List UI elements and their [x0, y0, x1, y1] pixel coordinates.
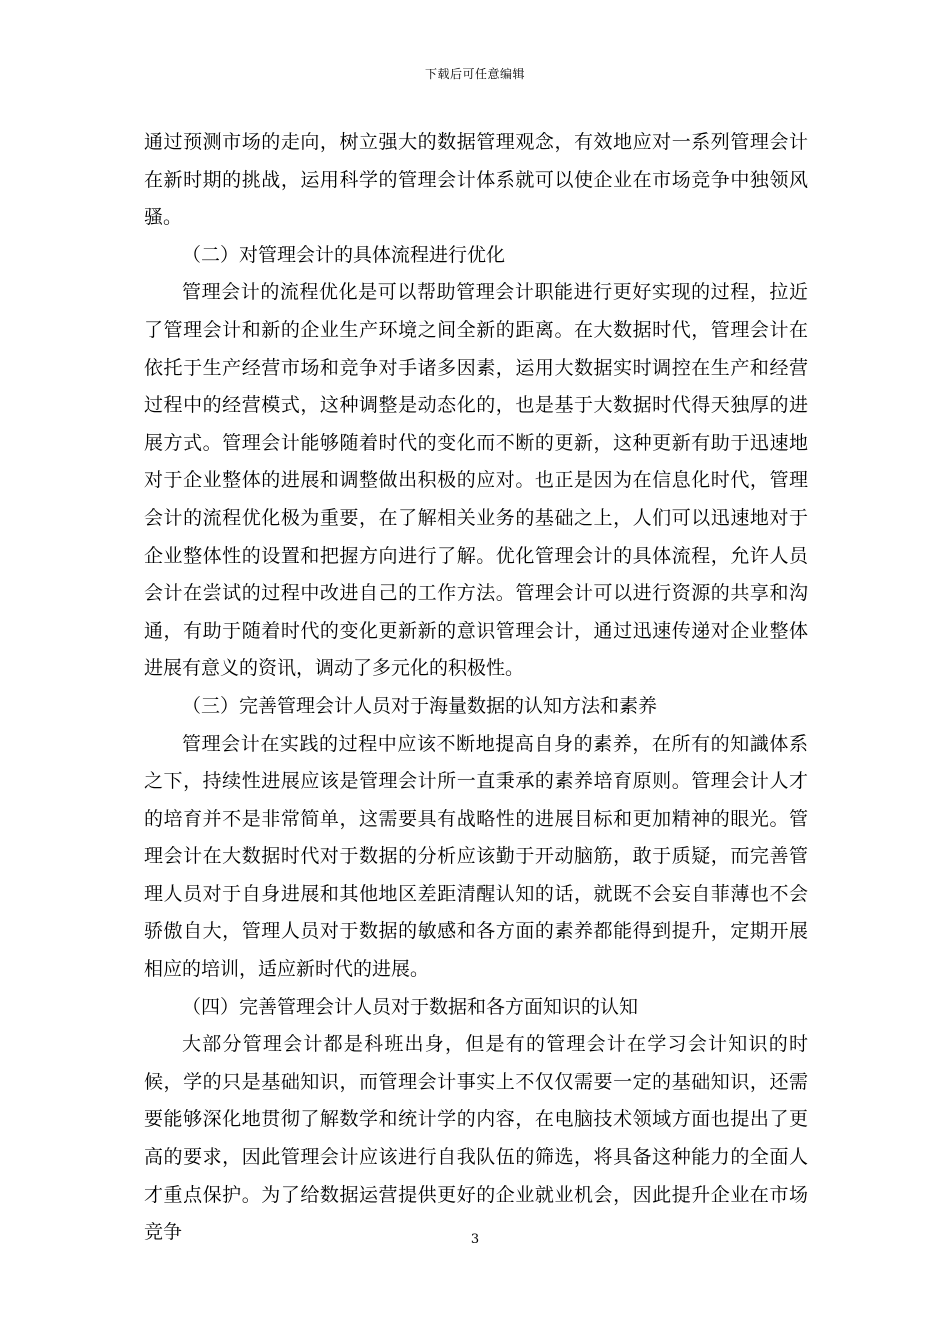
paragraph: 大部分管理会计都是科班出身，但是有的管理会计在学习会计知识的时候，学的只是基础知识，而管理会计事实上不仅仅需要一定的基础知识，还需要能够深化地贯彻了解数学和统计学的内容，在电脑技术领域方面也提出了更高的要求，因此管理会计应该进行自我队伍的筛选，将具备这种能力的全面人才重点保护。为了给数据运营提供更好的企业就业机会，因此提升企业在市场竞争	[144, 1033, 808, 1244]
paragraph-continued: 通过预测市场的走向，树立强大的数据管理观念，有效地应对一系列管理会计在新时期的挑战，运用科学的管理会计体系就可以使企业在市场竞争中独领风骚。	[144, 131, 808, 229]
section-heading-3: （三）完善管理会计人员对于海量数据的认知方法和素养	[182, 694, 658, 717]
page-number: 3	[470, 1232, 480, 1247]
document-body	[144, 124, 808, 1252]
paragraph: 管理会计在实践的过程中应该不断地提高自身的素养，在所有的知識体系之下，持续性进展应该是管理会计所一直秉承的素养培育原则。管理会计人才的培育并不是非常简单，这需要具有战略性的进展目标和更加精神的眼光。管理会计在大数据时代对于数据的分析应该勤于开动脑筋，敢于质疑，而完善管理人员对于自身进展和其他地区差距清醒认知的话，就既不会妄自菲薄也不会骄傲自大，管理人员对于数据的敏感和各方面的素养都能得到提升，定期开展相应的培训，适应新时代的进展。	[144, 732, 808, 981]
page-header: 下载后可任意编辑	[424, 67, 525, 81]
section-heading-4: （四）完善管理会计人员对于数据和各方面知识的认知	[182, 995, 639, 1018]
section-heading-2: （二）对管理会计的具体流程进行优化	[182, 243, 506, 266]
paragraph: 管理会计的流程优化是可以帮助管理会计职能进行更好实现的过程，拉近了管理会计和新的企业生产环境之间全新的距离。在大数据时代，管理会计在依托于生产经营市场和竞争对手诸多因素，运用大数据实时调控在生产和经营过程中的经营模式，这种调整是动态化的，也是基于大数据时代得天独厚的进展方式。管理会计能够随着时代的变化而不断的更新，这种更新有助于迅速地对于企业整体的进展和调整做出积极的应对。也正是因为在信息化时代，管理会计的流程优化极为重要，在了解相关业务的基础之上，人们可以迅速地对于企业整体性的设置和把握方向进行了解。优化管理会计的具体流程，允许人员会计在尝试的过程中改进自己的工作方法。管理会计可以进行资源的共享和沟通，有助于随着时代的变化更新新的意识管理会计，通过迅速传递对企业整体进展有意义的资讯，调动了多元化的积极性。	[144, 281, 808, 680]
